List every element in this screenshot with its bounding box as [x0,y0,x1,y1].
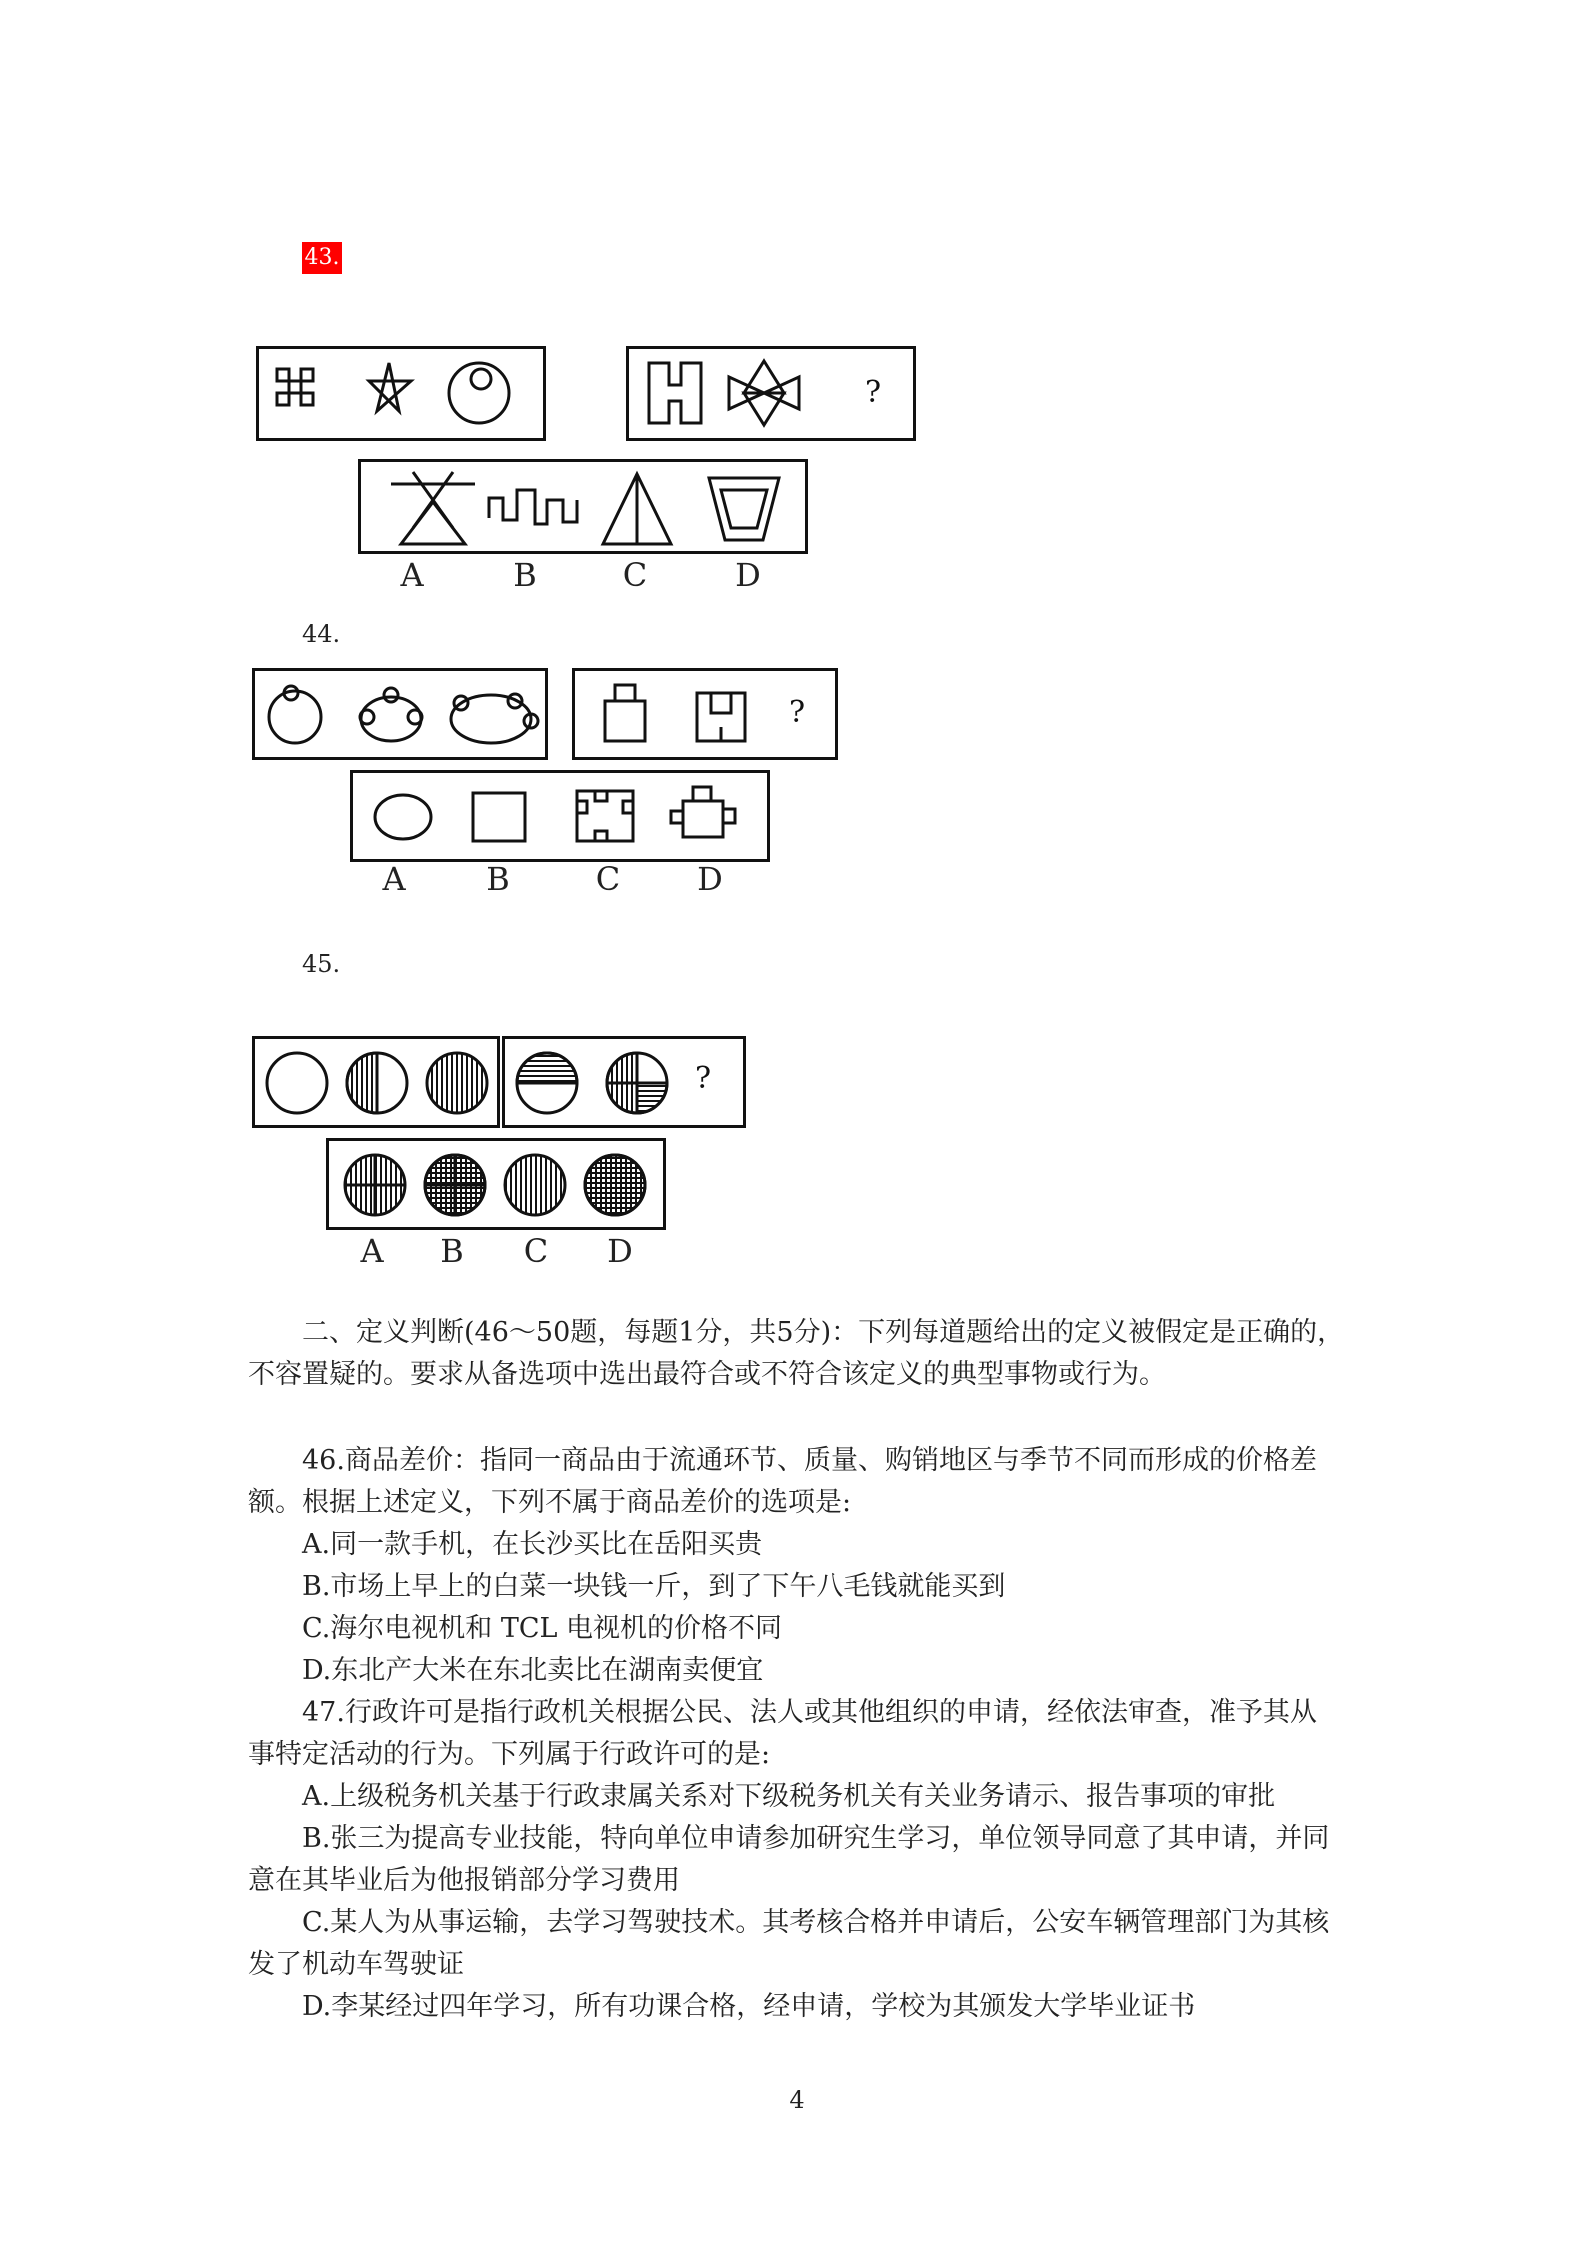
q43-given-figures-right [626,346,916,441]
question-47 [248,1692,1358,2028]
q44-option-label-a: A [382,860,406,898]
question-44-number: 44. [302,620,341,648]
q46-option-d: D.东北产大米在东北卖比在湖南卖便宜 [302,1655,764,1686]
question-mark: ? [789,695,806,730]
q45-given-figures-left [252,1036,500,1128]
section2-intro-line2: 不容置疑的。要求从备选项中选出最符合或不符合该定义的典型事物或行为。 [248,1359,1166,1390]
question-43-number: 43. [302,242,342,274]
question-46 [248,1440,1358,1692]
q43-option-label-c: C [622,556,648,594]
q44-option-label-b: B [486,860,510,898]
question-mark: ? [695,1061,712,1096]
q43-given-figures-left [256,346,546,441]
q46-stem-line1: 46.商品差价：指同一商品由于流通环节、质量、购销地区与季节不同而形成的价格差 [302,1445,1317,1476]
q44-given-figures-right [572,668,838,760]
question-45-number: 45. [302,950,341,978]
q47-option-b-line1: B.张三为提高专业技能，特向单位申请参加研究生学习，单位领导同意了其申请，并同 [302,1823,1330,1854]
q43-option-label-d: D [735,556,761,594]
q46-option-a: A.同一款手机，在长沙买比在岳阳买贵 [302,1529,763,1560]
q45-option-label-d: D [607,1232,633,1270]
q47-stem-line1: 47.行政许可是指行政机关根据公民、法人或其他组织的申请，经依法审查，准予其从 [302,1697,1317,1728]
q44-option-label-c: C [595,860,621,898]
q47-option-c-line2: 发了机动车驾驶证 [248,1949,464,1980]
q47-option-d: D.李某经过四年学习，所有功课合格，经申请，学校为其颁发大学毕业证书 [302,1991,1196,2022]
q43-option-figures [358,459,808,554]
q45-option-label-b: B [440,1232,464,1270]
question-mark: ? [865,375,882,410]
q45-given-figures-right [502,1036,746,1128]
q43-option-label-a: A [400,556,424,594]
q44-given-figures-left [252,668,548,760]
q45-option-figures [326,1138,666,1230]
section2-intro [248,1312,1358,1396]
q44-option-label-d: D [697,860,723,898]
q47-stem-line2: 事特定活动的行为。下列属于行政许可的是: [248,1739,771,1770]
q47-option-c-line1: C.某人为从事运输，去学习驾驶技术。其考核合格并申请后，公安车辆管理部门为其核 [302,1907,1330,1938]
q46-option-c: C.海尔电视机和 TCL 电视机的价格不同 [302,1613,783,1644]
section2-intro-line1: 二、定义判断(46～50题，每题1分，共5分)：下列每道题给出的定义被假定是正确的， [302,1317,1345,1348]
page-number: 4 [789,2086,805,2114]
q46-stem-line2: 额。根据上述定义，下列不属于商品差价的选项是: [248,1487,852,1518]
q44-option-figures [350,770,770,862]
q47-option-b-line2: 意在其毕业后为他报销部分学习费用 [248,1865,680,1896]
q45-option-label-a: A [360,1232,384,1270]
q47-option-a: A.上级税务机关基于行政隶属关系对下级税务机关有关业务请示、报告事项的审批 [302,1781,1276,1812]
q43-option-label-b: B [513,556,537,594]
q46-option-b: B.市场上早上的白菜一块钱一斤，到了下午八毛钱就能买到 [302,1571,1006,1602]
q45-option-label-c: C [523,1232,549,1270]
